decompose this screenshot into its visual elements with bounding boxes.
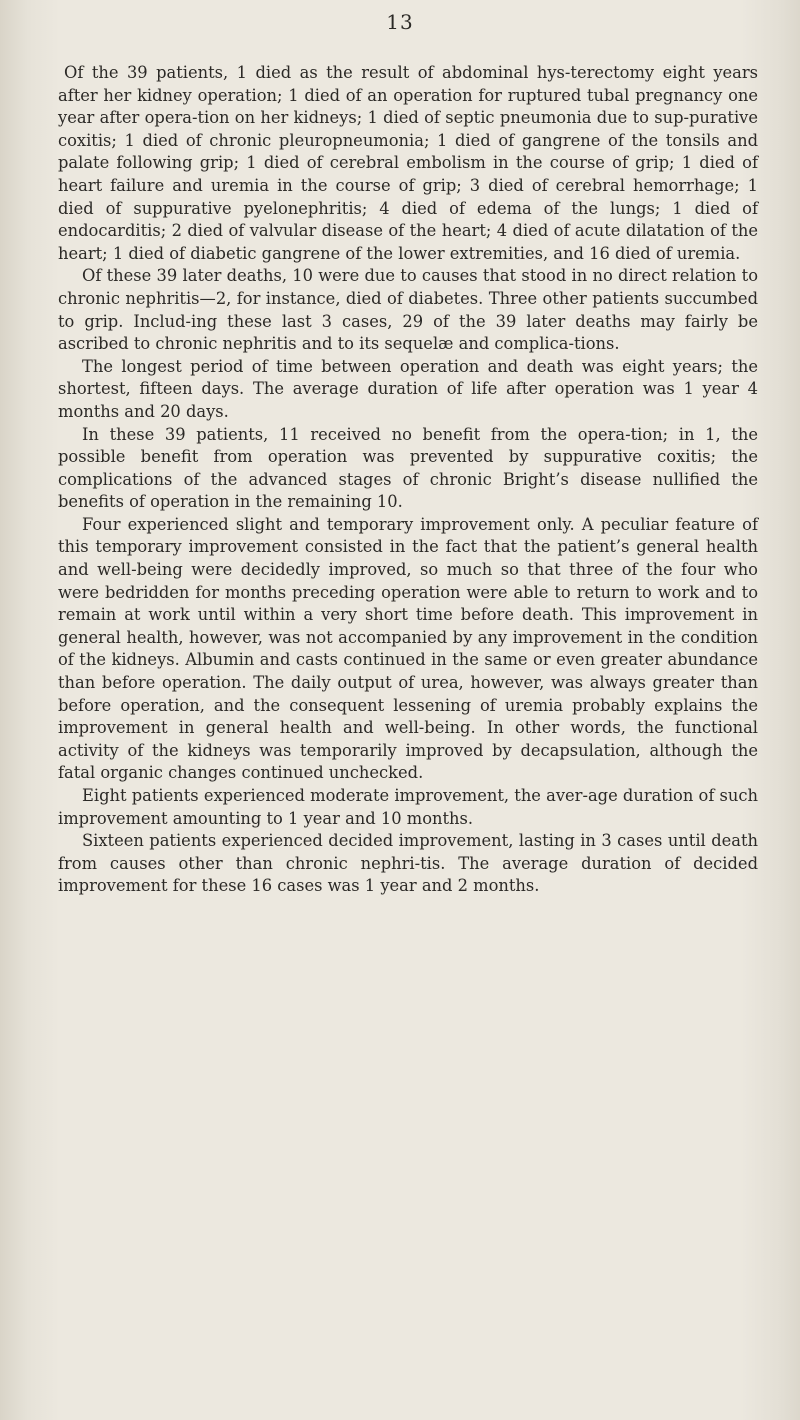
page-number: 13 [386,10,414,34]
paragraph-moderate-improvement: Eight patients experienced moderate improvement, the aver-age duration of such improvement amounting to 1 year and 10 months. [58,786,758,828]
paragraph-deaths-attributed-nephritis: Of these 39 later deaths, 10 were due to causes that stood in no direct relation to chronic nephritis—2, for instance, died of diabetes. Three other patients succumbed to grip. Includ-ing these last 3 cases, 29 of the 39 later deaths may fairly be ascribed to chronic nephritis and to its sequelæ and complica-tions. [58,266,758,354]
body-text [58,62,758,898]
paragraph-time-to-death: The longest period of time between operation and death was eight years; the shortest, fifteen days. The average duration of life after operation was 1 year 4 months and 20 days. [58,356,758,421]
paragraph-temporary-improvement: Four experienced slight and temporary improvement only. A peculiar feature of this temporary improvement consisted in the fact that the patient’s general health and well-being were decidedly improved, so much so that three of the four who were bedridden for months preceding operation were able to return to work and to remain at work until within a very short time before death. This improvement in general health, however, was not accompanied by any improvement in the condition of the kidneys. Albumin and casts continued in the same or even greater abundance than before operation. The daily output of urea, however, was always greater than before operation, and the consequent lessening of uremia probably explains the improvement in general health and well-being. In other words, the functional activity of the kidneys was temporarily improved by decapsulation, although the fatal organic changes continued unchecked. [58,514,758,783]
paragraph-no-benefit: In these 39 patients, 11 received no benefit from the opera-tion; in 1, the possible benefit from operation was prevented by suppurative coxitis; the complications of the advanced stages of chronic Bright’s disease nullified the benefits of operation in the remaining 10. [58,424,758,512]
paragraph-decided-improvement: Sixteen patients experienced decided improvement, lasting in 3 cases until death from causes other than chronic nephri-tis. The average duration of decided improvement for these 16 cases was 1 year and 2 months. [58,831,758,896]
paragraph-later-deaths-causes: Of the 39 patients, 1 died as the result of abdominal hys-terectomy eight years after her kidney operation; 1 died of an operation for ruptured tubal pregnancy one year after opera-tion on her kidneys; 1 died of septic pneumonia due to sup-purative coxitis; 1 died of chronic pleuropneumonia; 1 died of gangrene of the tonsils and palate following grip; 1 died of cerebral embolism in the course of grip; 1 died of heart failure and uremia in the course of grip; 3 died of cerebral hemorrhage; 1 died of suppurative pyelonephritis; 4 died of edema of the lungs; 1 died of endocarditis; 2 died of valvular disease of the heart; 4 died of acute dilatation of the heart; 1 died of diabetic gangrene of the lower extremities, and 16 died of uremia. [58,63,758,263]
